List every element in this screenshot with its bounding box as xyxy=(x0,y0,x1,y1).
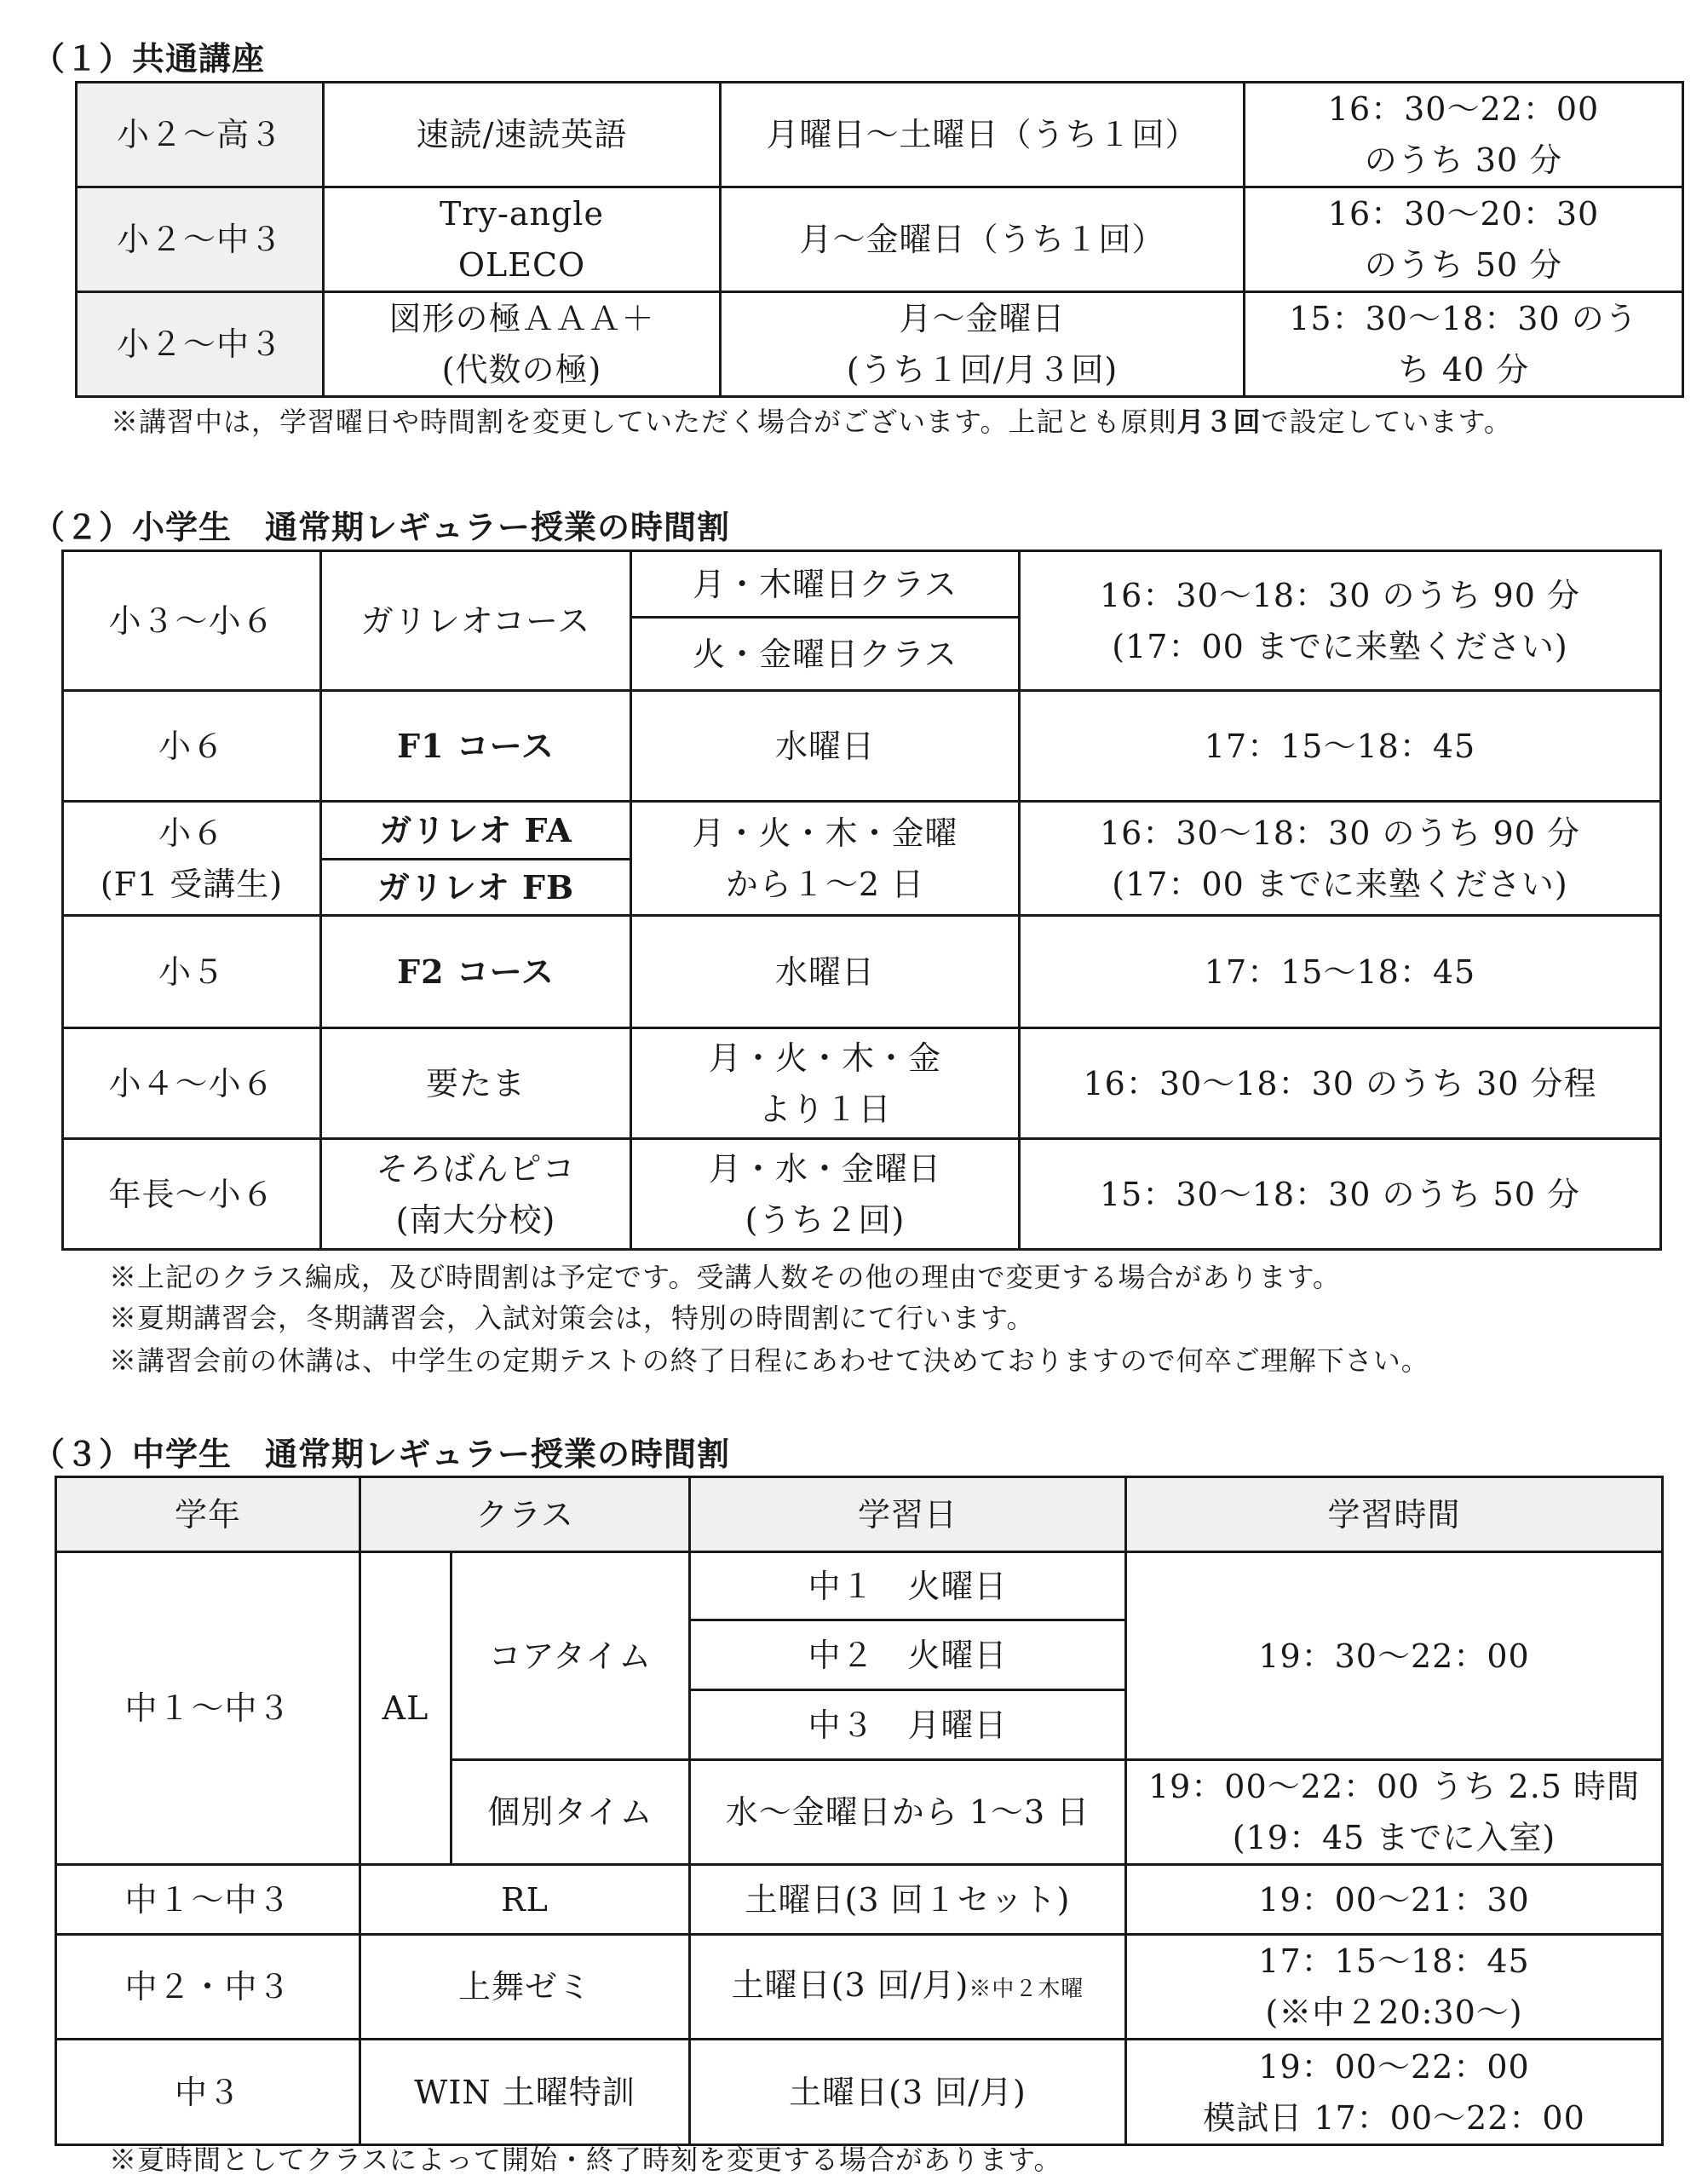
table-row xyxy=(56,1865,1663,1935)
section2-note-3: ※講習会前の休講は、中学生の定期テストの終了日程にあわせて決めておりますので何卒ご理解下さい。 xyxy=(109,1344,1429,1377)
section1-note: ※講習中は，学習曜日や時間割を変更していただく場合がございます。上記とも原則月３回で設定しています。 xyxy=(111,406,1512,438)
header-time: 学習時間 xyxy=(1126,1477,1663,1552)
time-cell: 17：15～18：45 xyxy=(1020,691,1661,802)
subclass-cell: コアタイム xyxy=(451,1552,690,1760)
header-day: 学習日 xyxy=(690,1477,1126,1552)
days-cell: 土曜日(3 回/月) xyxy=(690,2040,1126,2145)
class-cell: WIN 土曜特訓 xyxy=(360,2040,690,2145)
days-cell: 水曜日 xyxy=(631,691,1020,802)
grade-cell: 小５ xyxy=(63,916,321,1028)
grade-cell: 小４～小６ xyxy=(63,1028,321,1139)
section3-note: ※夏時間としてクラスによって開始・終了時刻を変更する場合があります。 xyxy=(109,2144,1062,2176)
course-cell: ガリレオ FA xyxy=(321,802,631,860)
section3-heading: （３）中学生 通常期レギュラー授業の時間割 xyxy=(32,1436,731,1473)
table-row xyxy=(56,1552,1663,1620)
grade-cell: 小６ xyxy=(63,691,321,802)
section2-heading: （２）小学生 通常期レギュラー授業の時間割 xyxy=(32,509,731,546)
table-row xyxy=(63,691,1661,802)
common-courses-table xyxy=(75,81,1684,398)
days-cell: 土曜日(3 回１セット) xyxy=(690,1865,1126,1935)
subclass-cell: 個別タイム xyxy=(451,1760,690,1865)
days-cell: 中３ 月曜日 xyxy=(690,1690,1126,1760)
time-cell: 19：00～22：00 模試日 17：00～22：00 xyxy=(1126,2040,1663,2145)
table-header-row xyxy=(56,1477,1663,1552)
grade-cell: 小２～中３ xyxy=(77,292,324,397)
course-cell: Try-angle OLECO xyxy=(324,187,721,292)
table-row xyxy=(77,187,1683,292)
table-row xyxy=(77,83,1683,187)
days-cell: 中１ 火曜日 xyxy=(690,1552,1126,1620)
days-cell: 中２ 火曜日 xyxy=(690,1620,1126,1690)
time-cell: 19：00～22：00 うち 2.5 時間 (19：45 までに入室) xyxy=(1126,1760,1663,1865)
time-cell: 17：15～18：45 (※中２20:30～) xyxy=(1126,1935,1663,2040)
time-cell: 16：30～22：00 のうち 30 分 xyxy=(1245,83,1683,187)
grade-cell: 小３～小６ xyxy=(63,551,321,691)
days-cell: 月曜日～土曜日（うち１回） xyxy=(721,83,1245,187)
time-cell: 19：30～22：00 xyxy=(1126,1552,1663,1760)
grade-cell: 小２～高３ xyxy=(77,83,324,187)
time-cell: 17：15～18：45 xyxy=(1020,916,1661,1028)
table-row xyxy=(63,1139,1661,1250)
time-cell: 15：30～18：30 のうち 50 分 xyxy=(1020,1139,1661,1250)
time-cell: 15：30～18：30 のう ち 40 分 xyxy=(1245,292,1683,397)
section2-note-1: ※上記のクラス編成，及び時間割は予定です。受講人数その他の理由で変更する場合があります。 xyxy=(109,1261,1341,1293)
course-cell: ガリレオコース xyxy=(321,551,631,691)
course-cell: F1 コース xyxy=(321,691,631,802)
time-cell: 16：30～18：30 のうち 30 分程 xyxy=(1020,1028,1661,1139)
course-cell: ガリレオ FB xyxy=(321,860,631,916)
class-cell: 上舞ゼミ xyxy=(360,1935,690,2040)
days-cell: 月～金曜日 (うち１回/月３回) xyxy=(721,292,1245,397)
section2-note-2: ※夏期講習会，冬期講習会，入試対策会は，特別の時間割にて行います。 xyxy=(109,1302,1035,1334)
time-cell: 16：30～20：30 のうち 50 分 xyxy=(1245,187,1683,292)
course-cell: 図形の極ＡＡＡ＋ (代数の極) xyxy=(324,292,721,397)
course-cell: 要たま xyxy=(321,1028,631,1139)
time-cell: 16：30～18：30 のうち 90 分 (17：00 までに来塾ください) xyxy=(1020,802,1661,916)
grade-cell: 小２～中３ xyxy=(77,187,324,292)
course-cell: F2 コース xyxy=(321,916,631,1028)
note-emphasis: 月３回 xyxy=(1176,406,1262,438)
table-row xyxy=(56,1935,1663,2040)
table-row xyxy=(63,916,1661,1028)
class-cell: AL xyxy=(360,1552,451,1865)
header-grade: 学年 xyxy=(56,1477,360,1552)
days-cell: 月・火・木・金 より１日 xyxy=(631,1028,1020,1139)
course-cell: 速読/速読英語 xyxy=(324,83,721,187)
table-row xyxy=(77,292,1683,397)
grade-cell: 年長～小６ xyxy=(63,1139,321,1250)
time-cell: 16：30～18：30 のうち 90 分 (17：00 までに来塾ください) xyxy=(1020,551,1661,691)
days-cell: 月・水・金曜日 (うち２回) xyxy=(631,1139,1020,1250)
grade-cell: 中３ xyxy=(56,2040,360,2145)
days-cell: 水曜日 xyxy=(631,916,1020,1028)
grade-cell: 中１～中３ xyxy=(56,1552,360,1865)
time-cell: 19：00～21：30 xyxy=(1126,1865,1663,1935)
grade-cell: 小６ (F1 受講生) xyxy=(63,802,321,916)
grade-cell: 中１～中３ xyxy=(56,1865,360,1935)
table-row xyxy=(63,802,1661,860)
days-cell: 土曜日(3 回/月)※中２木曜 xyxy=(690,1935,1126,2040)
days-cell: 月・火・木・金曜 から１～2 日 xyxy=(631,802,1020,916)
days-cell: 火・金曜日クラス xyxy=(631,618,1020,691)
days-note: ※中２木曜 xyxy=(969,1976,1084,2002)
class-cell: RL xyxy=(360,1865,690,1935)
days-cell: 水～金曜日から 1～3 日 xyxy=(690,1760,1126,1865)
junior-high-schedule-table xyxy=(55,1476,1664,2146)
grade-cell: 中２・中３ xyxy=(56,1935,360,2040)
elementary-schedule-table xyxy=(61,550,1662,1251)
header-class: クラス xyxy=(360,1477,690,1552)
days-cell: 月～金曜日（うち１回） xyxy=(721,187,1245,292)
table-row xyxy=(56,2040,1663,2145)
table-row xyxy=(63,1028,1661,1139)
table-row xyxy=(63,551,1661,618)
days-cell: 月・木曜日クラス xyxy=(631,551,1020,618)
course-cell: そろばんピコ (南大分校) xyxy=(321,1139,631,1250)
section1-heading: （１）共通講座 xyxy=(32,40,266,78)
